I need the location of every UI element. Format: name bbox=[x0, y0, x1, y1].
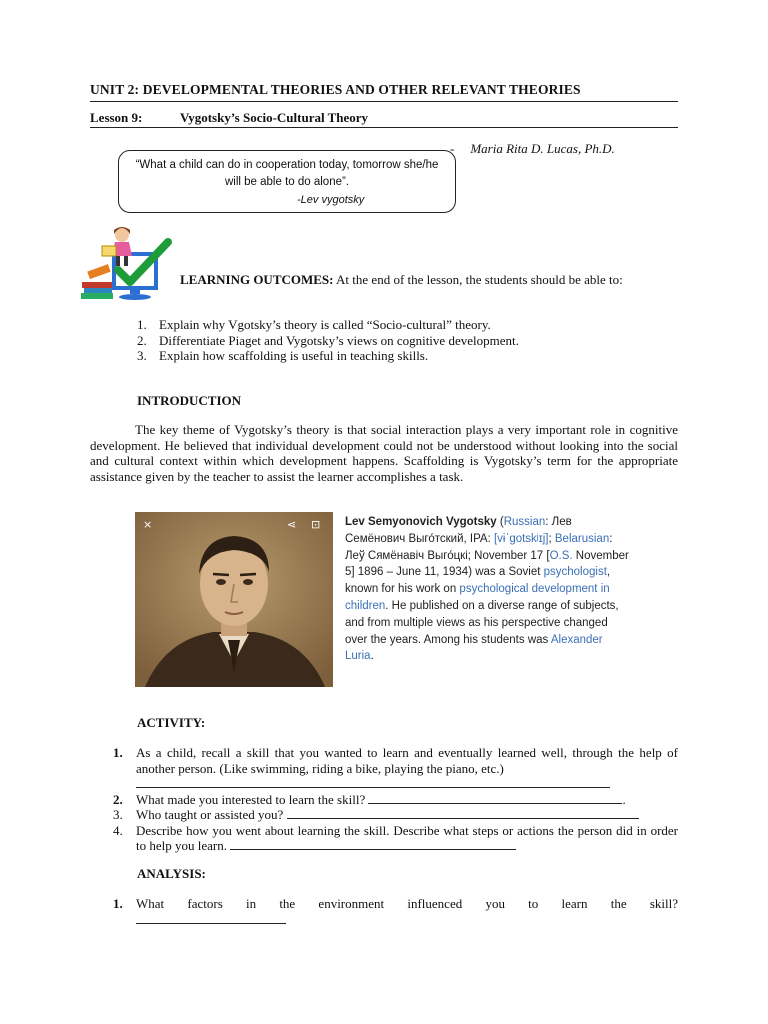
wiki-text-part: . He published on a diverse range of subjects, and from multiple views as his perspective changed over the years. Among his students was bbox=[345, 599, 619, 646]
learning-outcomes-list bbox=[137, 317, 677, 364]
list-item: 2. What made you interested to learn the skill? . bbox=[113, 791, 626, 807]
list-number: 1. bbox=[113, 896, 123, 911]
list-text: What made you interested to learn the skill? bbox=[136, 791, 366, 807]
link-psychological-development[interactable]: psychological development in children bbox=[345, 583, 610, 612]
wiki-text-part: ( bbox=[496, 516, 504, 528]
link-alexander-luria[interactable]: Alexander Luria bbox=[345, 633, 603, 663]
list-text: Explain how scaffolding is useful in teaching skills. bbox=[159, 348, 429, 363]
close-icon[interactable]: × bbox=[143, 518, 153, 531]
quote-box bbox=[118, 150, 456, 213]
activity-heading: ACTIVITY: bbox=[137, 715, 206, 730]
bookmark-icon[interactable]: ⊡ bbox=[311, 518, 321, 531]
list-text: What factors in the environment influenced you to learn the skill? bbox=[136, 896, 678, 911]
wiki-description bbox=[345, 514, 630, 665]
wiki-text-part: , known for his work on bbox=[345, 566, 611, 596]
introduction-text: The key theme of Vygotsky’s theory is that social interaction plays a very important role in cognitive development. He believed that individual development could not be understood without looking into the social and cultural context within which development happens. Scaffolding is Vygotsky’s term for the appropriate assistance given by the teacher to assist the learner accomplishes a task. bbox=[90, 422, 678, 484]
introduction-heading: INTRODUCTION bbox=[137, 393, 242, 408]
list-number: 2. bbox=[113, 791, 123, 807]
share-icon[interactable]: ⋖ bbox=[287, 518, 297, 531]
list-item bbox=[113, 896, 678, 912]
list-item bbox=[113, 807, 678, 823]
author-line bbox=[450, 141, 615, 157]
link-russian[interactable]: Russian bbox=[503, 516, 546, 528]
answer-blank[interactable] bbox=[230, 838, 516, 850]
header-rule-top bbox=[90, 101, 678, 102]
activity-list bbox=[113, 745, 678, 854]
answer-blank[interactable] bbox=[287, 807, 639, 819]
quote-author: -Lev vygotsky bbox=[297, 194, 365, 206]
list-text: Who taught or assisted you? bbox=[136, 807, 284, 822]
lesson-number: Lesson 9: bbox=[90, 110, 143, 125]
analysis-heading: ANALYSIS: bbox=[137, 866, 206, 881]
list-number: 4. bbox=[113, 822, 123, 838]
teacher-checkmark-icon bbox=[78, 224, 184, 302]
learning-outcomes-heading: LEARNING OUTCOMES: bbox=[180, 272, 334, 287]
wiki-text-part: : Лев Семёнович Выго́тский, IPA: bbox=[345, 516, 572, 545]
list-item bbox=[137, 317, 677, 333]
list-item bbox=[137, 348, 677, 364]
photo-toolbar bbox=[135, 518, 333, 538]
list-number: 1. bbox=[113, 745, 123, 760]
list-number: 3. bbox=[137, 348, 147, 363]
author-name: Maria Rita D. Lucas, Ph.D. bbox=[470, 141, 615, 156]
wiki-text-part: ; bbox=[548, 532, 555, 545]
list-item bbox=[113, 823, 678, 854]
list-text: Describe how you went about learning the skill. Describe what steps or actions the person did in order to help you learn. bbox=[136, 822, 678, 853]
list-item-continuation bbox=[113, 912, 678, 928]
list-text: As a child, recall a skill that you wanted to learn and eventually learned well, through the help of another person. (Like swimming, riding a bike, playing the piano, etc.) bbox=[136, 745, 678, 776]
author-dash: - bbox=[450, 141, 455, 156]
analysis-list bbox=[113, 896, 678, 927]
answer-blank[interactable] bbox=[136, 912, 286, 924]
portrait-photo bbox=[135, 512, 333, 687]
list-item bbox=[137, 333, 677, 349]
link-psychologist[interactable]: psychologist bbox=[543, 566, 607, 579]
lesson-title: Vygotsky’s Socio-Cultural Theory bbox=[180, 110, 369, 125]
introduction-paragraph bbox=[90, 422, 678, 484]
wiki-text-part: : Леў Сямёнавіч Выго́цкі; November 17 [ bbox=[345, 532, 613, 562]
list-text: Differentiate Piaget and Vygotsky’s views on cognitive development. bbox=[159, 332, 519, 348]
link-old-style[interactable]: O.S. bbox=[549, 549, 573, 562]
unit-title: UNIT 2: DEVELOPMENTAL THEORIES AND OTHER RELEVANT THEORIES bbox=[90, 82, 581, 97]
list-number: 2. bbox=[137, 332, 147, 348]
learning-outcomes-intro-text: At the end of the lesson, the students should be able to: bbox=[336, 272, 623, 287]
wiki-name: Lev Semyonovich Vygotsky bbox=[345, 516, 497, 528]
wiki-text-part: . bbox=[370, 650, 374, 663]
learning-outcomes-intro bbox=[180, 272, 678, 288]
list-number: 1. bbox=[137, 317, 147, 332]
link-ipa[interactable]: [vɨˈɡotskʲɪj] bbox=[493, 532, 549, 545]
list-item bbox=[113, 745, 678, 792]
link-belarusian[interactable]: Belarusian bbox=[554, 532, 610, 545]
list-number: 3. bbox=[113, 807, 123, 822]
header-rule-bottom bbox=[90, 127, 678, 128]
wiki-text-part: November 5] 1896 – June 11, 1934) was a Soviet bbox=[345, 549, 629, 579]
wiki-knowledge-card bbox=[135, 512, 633, 687]
quote-text: “What a child can do in cooperation today, tomorrow she/he will be able to do alone”. bbox=[135, 159, 439, 188]
answer-blank[interactable] bbox=[368, 792, 622, 804]
list-text: Explain why Vgotsky’s theory is called “Socio-cultural” theory. bbox=[159, 317, 491, 332]
answer-blank[interactable] bbox=[136, 776, 610, 788]
